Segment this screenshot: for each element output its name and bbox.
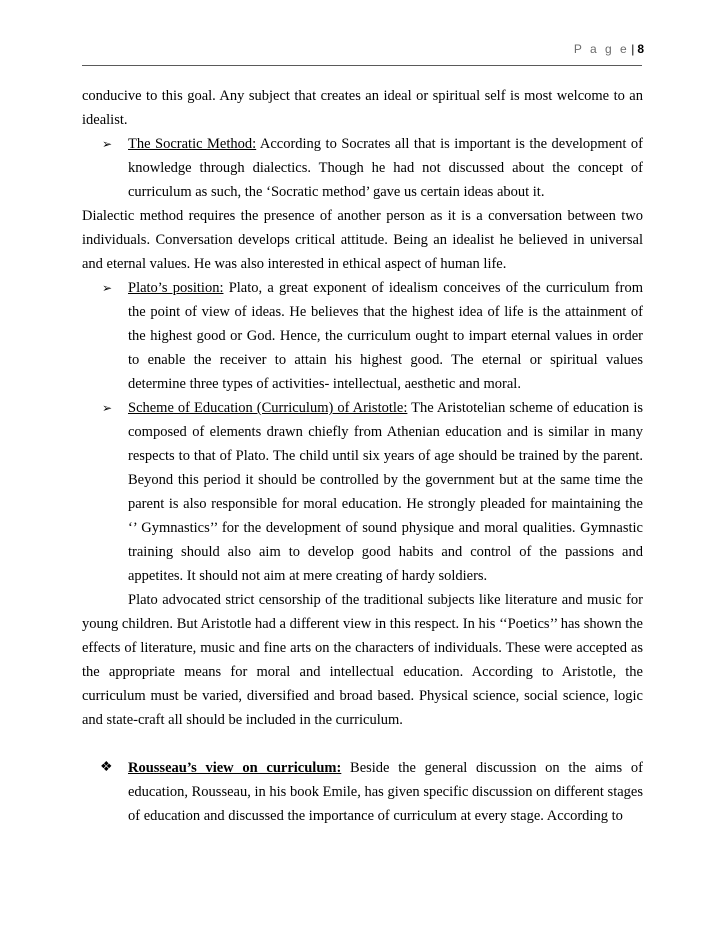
- plato-heading: Plato’s position:: [128, 280, 224, 296]
- socratic-method-item: [82, 132, 643, 204]
- arrow-bullet-icon: ➢: [102, 401, 113, 415]
- page-label: P a g e: [573, 42, 630, 56]
- plato-text: Plato, a great exponent of idealism conceives of the curriculum from the point of view of ideas. He believes that the highest idea of life is the attainment of the highest good or God. Hence, the curriculum ought to impart eternal values in order to enable the receiver to attain his highest good. The eternal or spiritual values determine three types of activities- intellectual, aesthetic and moral.: [128, 280, 643, 392]
- page-body: [82, 84, 643, 828]
- aristotle-scheme-item: [82, 396, 643, 588]
- censorship-paragraph: Plato advocated strict censorship of the traditional subjects like literature and music for young children. But Aristotle had a different view in this respect. In his ‘‘Poetics’’ has shown the effects of literature, music and fine arts on the characters of individuals. These were accepted as the appropriate means for moral and intellectual education. According to Aristotle, the curriculum must be varied, diversified and broad based. Physical science, social science, logic and state-craft all should be included in the curriculum.: [82, 592, 643, 728]
- page-header: [574, 42, 644, 56]
- header-separator: |: [631, 42, 635, 56]
- page-number: 8: [637, 42, 644, 56]
- aristotle-heading: Scheme of Education (Curriculum) of Aristotle:: [128, 400, 408, 416]
- rousseau-heading: Rousseau’s view on curriculum:: [128, 760, 342, 776]
- section-gap: [82, 732, 643, 756]
- dialectic-paragraph: Dialectic method requires the presence of another person as it is a conversation between two individuals. Conversation develops critical attitude. Being an idealist he believed in universal and eternal values. He was also interested in ethical aspect of human life.: [82, 208, 643, 272]
- socratic-heading: The Socratic Method:: [128, 136, 257, 152]
- rousseau-view-item: [82, 756, 643, 828]
- aristotle-text: The Aristotelian scheme of education is composed of elements drawn chiefly from Athenian education and is similar in many respects to that of Plato. The child until six years of age should be trained by the parent. Beyond this period it should be controlled by the government but at the same time the parent is also responsible for moral education. He strongly pleaded for maintaining the ‘’ Gymnastics’’ for the development of sound physique and moral qualities. Gymnastic training should also aim to develop good habits and control of the passions and appetites. It should not aim at mere creating of hardy soldiers.: [128, 400, 643, 584]
- arrow-bullet-icon: ➢: [102, 281, 113, 295]
- arrow-bullet-icon: ➢: [102, 137, 113, 151]
- intro-paragraph: conducive to this goal. Any subject that creates an ideal or spiritual self is most welcome to an idealist.: [82, 88, 643, 128]
- plato-position-item: [82, 276, 643, 396]
- socratic-text: According to Socrates all that is important is the development of knowledge through dialectics. Though he had not discussed about the concept of curriculum as such, the ‘Socratic method’ gave us certain ideas about it.: [128, 136, 643, 200]
- diamond-bullet-icon: ❖: [100, 760, 113, 775]
- rousseau-text: Beside the general discussion on the aims of education, Rousseau, in his book Emile, has given specific discussion on different stages of education and discussed the importance of curriculum at every stage. According to: [128, 760, 643, 824]
- header-rule: [82, 65, 642, 66]
